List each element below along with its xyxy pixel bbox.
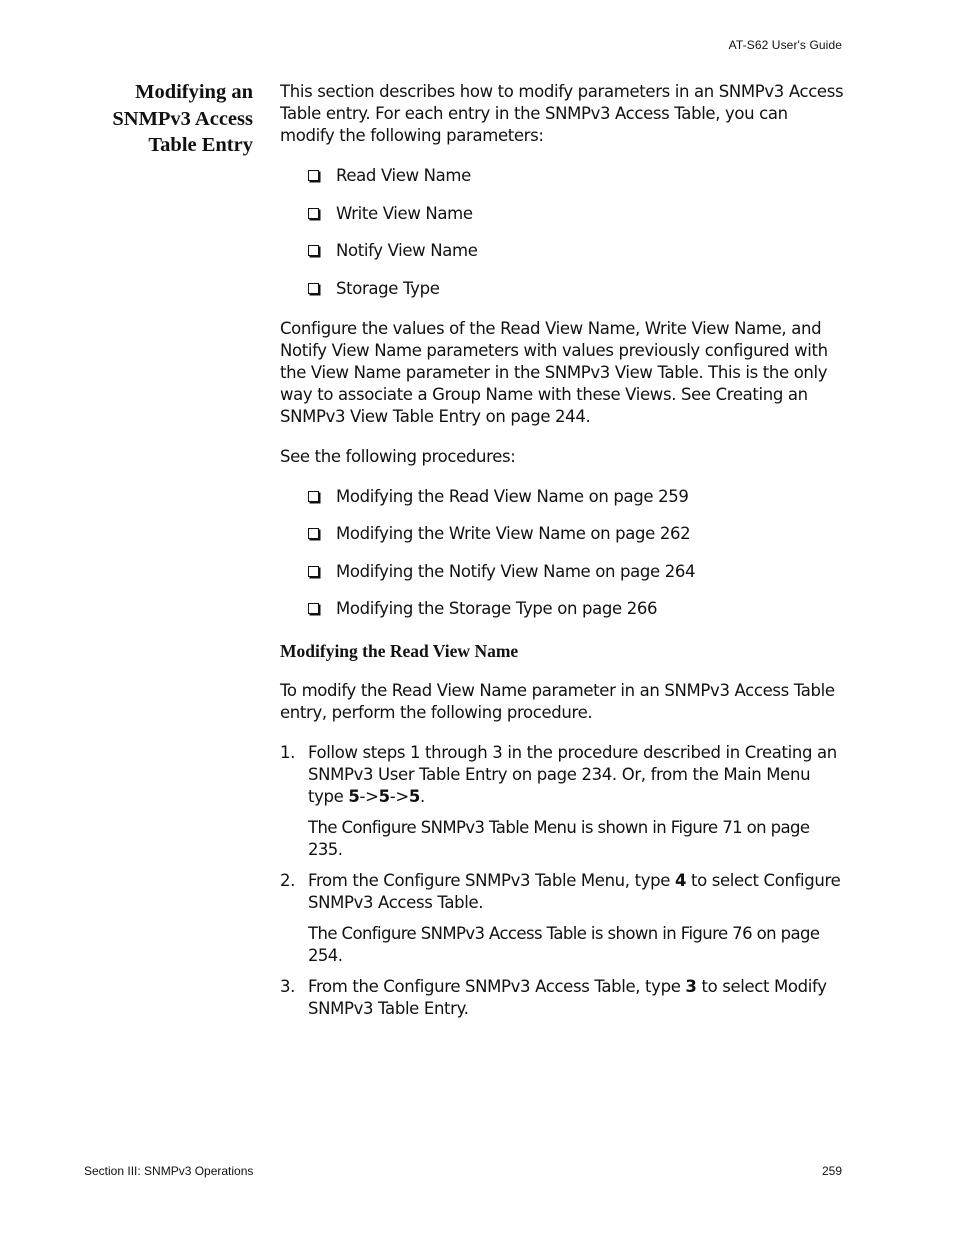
list-item	[308, 165, 845, 187]
step-number: 1.	[280, 743, 296, 762]
list-item-label: Read View Name	[336, 166, 471, 185]
section-heading	[60, 79, 253, 159]
subsection-heading: Modifying the Read View Name	[280, 641, 519, 661]
checkbox-bullet-icon	[308, 491, 319, 502]
list-item	[308, 523, 845, 545]
parameter-list	[280, 165, 845, 300]
checkbox-bullet-icon	[308, 566, 319, 577]
step-item	[280, 742, 845, 861]
checkbox-bullet-icon	[308, 170, 319, 181]
list-item	[308, 278, 845, 300]
step-text-end: .	[419, 787, 425, 806]
checkbox-bullet-icon	[308, 603, 319, 614]
list-item	[308, 486, 845, 508]
step-note: The Configure SNMPv3 Access Table is shown in Figure 76 on page 254.	[308, 924, 820, 965]
intro-paragraph: This section describes how to modify parameters in an SNMPv3 Access Table entry. For each entry in the SNMPv3 Access Table, you can modify the following parameters:	[280, 82, 844, 145]
section-heading-line3: Table Entry	[148, 134, 253, 156]
list-item	[308, 240, 845, 262]
procedure-link: Modifying the Notify View Name on page 264	[336, 561, 696, 581]
list-item-label: Write View Name	[336, 203, 473, 223]
step-number: 3.	[280, 977, 296, 996]
procedure-link: Modifying the Storage Type on page 266	[336, 599, 658, 618]
footer-section-title: Section III: SNMPv3 Operations	[84, 1164, 254, 1178]
step-text-end: to select Configure SNMPv3 Access Table.	[308, 871, 841, 912]
subsection-intro: To modify the Read View Name parameter in an SNMPv3 Access Table entry, perform the following procedure.	[280, 681, 835, 722]
checkbox-bullet-icon	[308, 283, 319, 294]
step-number: 2.	[280, 871, 296, 890]
menu-key: 5	[378, 787, 390, 806]
body-column	[280, 81, 845, 1029]
section-heading-line2: SNMPv3 Access	[112, 107, 253, 130]
section-heading-line1: Modifying an	[135, 81, 253, 103]
step-text: Follow steps 1 through 3 in the procedure described in Creating an SNMPv3 User Table Entry on page 234. Or, from the Main Menu type	[308, 743, 837, 806]
steps-list	[280, 742, 845, 1020]
list-item	[308, 203, 845, 225]
procedure-list	[280, 486, 845, 621]
procedure-link: Modifying the Write View Name on page 262	[336, 524, 691, 543]
list-item-label: Notify View Name	[336, 241, 478, 260]
configure-paragraph: Configure the values of the Read View Name, Write View Name, and Notify View Name parameters with values previously configured with the View Name parameter in the SNMPv3 View Table. This is the only way to associate a Group Name with these Views. See Creating an SNMPv3 View Table Entry on page 244.	[280, 318, 828, 426]
menu-key: 4	[674, 871, 687, 890]
list-item	[308, 561, 845, 583]
list-item	[308, 598, 845, 620]
checkbox-bullet-icon	[308, 208, 319, 219]
menu-arrow: ->	[359, 787, 379, 806]
menu-key: 5	[348, 787, 360, 806]
step-text-end: to select Modify SNMPv3 Table Entry.	[308, 977, 827, 1018]
checkbox-bullet-icon	[308, 528, 319, 539]
step-item	[280, 870, 845, 967]
list-item-label: Storage Type	[336, 278, 440, 298]
step-text: From the Configure SNMPv3 Table Menu, type	[308, 871, 675, 890]
step-text: From the Configure SNMPv3 Access Table, type	[308, 977, 686, 996]
running-header: AT-S62 User's Guide	[728, 38, 842, 52]
see-procedures-paragraph: See the following procedures:	[280, 446, 516, 466]
menu-key: 5	[408, 787, 420, 806]
menu-arrow: ->	[389, 787, 409, 806]
procedure-link: Modifying the Read View Name on page 259	[336, 486, 689, 506]
page-number: 259	[821, 1164, 842, 1178]
step-note: The Configure SNMPv3 Table Menu is shown in Figure 71 on page 235.	[308, 818, 810, 859]
checkbox-bullet-icon	[308, 245, 319, 256]
step-item	[280, 976, 845, 1020]
menu-key: 3	[685, 977, 697, 996]
